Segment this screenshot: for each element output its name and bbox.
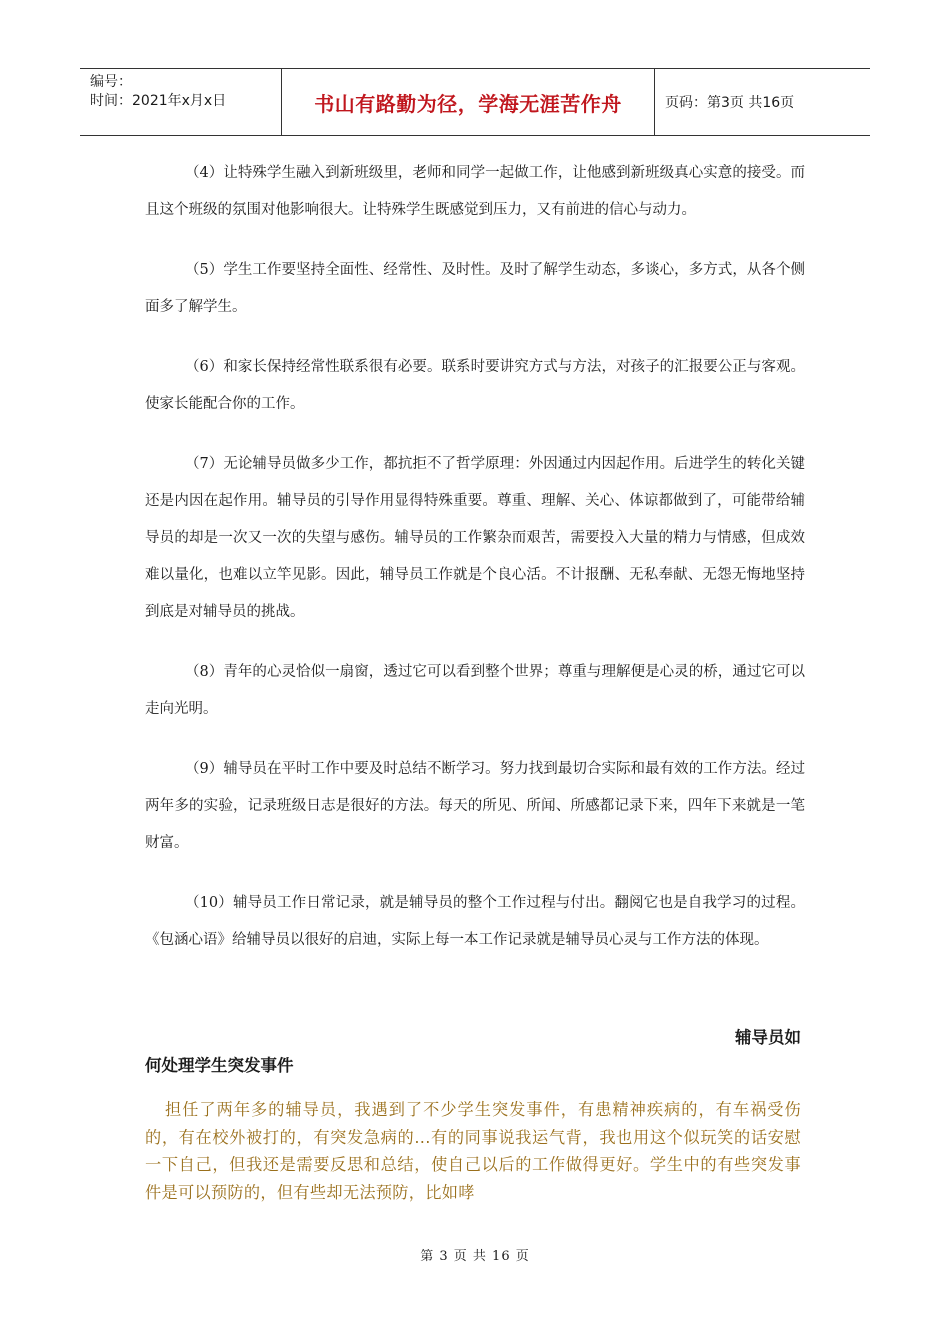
- paragraph-item-5: （5）学生工作要坚持全面性、经常性、及时性。及时了解学生动态，多谈心，多方式，从各个侧面多了解学生。: [145, 262, 805, 315]
- paragraph-item-10: （10）辅导员工作日常记录，就是辅导员的整个工作过程与付出。翻阅它也是自我学习的过程。《包涵心语》给辅导员以很好的启迪，实际上每一本工作记录就是辅导员心灵与工作方法的体现。: [145, 895, 805, 948]
- header-page-info: 页码：第3页 共16页: [665, 95, 795, 111]
- header-motto: 书山有路勤为径，学海无涯苦作舟: [282, 69, 655, 135]
- header-meta: [80, 69, 282, 135]
- paragraph-item-7: （7）无论辅导员做多少工作，都抗拒不了哲学原理：外因通过内因起作用。后进学生的转化关键还是内因在起作用。辅导员的引导作用显得特殊重要。尊重、理解、关心、体谅都做到了，可能带给辅导员的却是一次又一次的失望与感伤。辅导员的工作繁杂而艰苦，需要投入大量的精力与情感，但成效难以量化，也难以立竿见影。因此，辅导员工作就是个良心活。不计报酬、无私奉献、无怨无悔地坚持到底是对辅导员的挑战。: [145, 456, 805, 620]
- paragraph-item-9: （9）辅导员在平时工作中要及时总结不断学习。努力找到最切合实际和最有效的工作方法。经过两年多的实验，记录班级日志是很好的方法。每天的所见、所闻、所感都记录下来，四年下来就是一笔财富。: [145, 761, 805, 851]
- section-heading-part1: 辅导员如: [735, 1028, 801, 1047]
- paragraph-item-6: （6）和家长保持经常性联系很有必要。联系时要讲究方式与方法，对孩子的汇报要公正与客观。使家长能配合你的工作。: [145, 359, 805, 412]
- document-date: 时间：2021年x月x日: [90, 93, 227, 109]
- page-header: [80, 68, 870, 136]
- body-content: [145, 155, 805, 982]
- document-number-label: 编号：: [90, 74, 132, 90]
- section-intro-paragraph: 担任了两年多的辅导员，我遇到了不少学生突发事件，有患精神疾病的，有车祸受伤的，有在校外被打的，有突发急病的...有的同事说我运气背，我也用这个似玩笑的话安慰一下自己，但我还是需要反思和总结，使自己以后的工作做得更好。学生中的有些突发事件是可以预防的，但有些却无法预防，比如哮: [145, 1100, 801, 1202]
- section-heading: [145, 1024, 801, 1080]
- page-footer: 第 3 页 共 16 页: [420, 1249, 530, 1264]
- section-heading-part2: 何处理学生突发事件: [145, 1056, 294, 1075]
- paragraph-item-4: （4）让特殊学生融入到新班级里，老师和同学一起做工作，让他感到新班级真心实意的接受。而且这个班级的氛围对他影响很大。让特殊学生既感觉到压力，又有前进的信心与动力。: [145, 165, 805, 218]
- paragraph-item-8: （8）青年的心灵恰似一扇窗，透过它可以看到整个世界；尊重与理解便是心灵的桥，通过它可以走向光明。: [145, 664, 805, 717]
